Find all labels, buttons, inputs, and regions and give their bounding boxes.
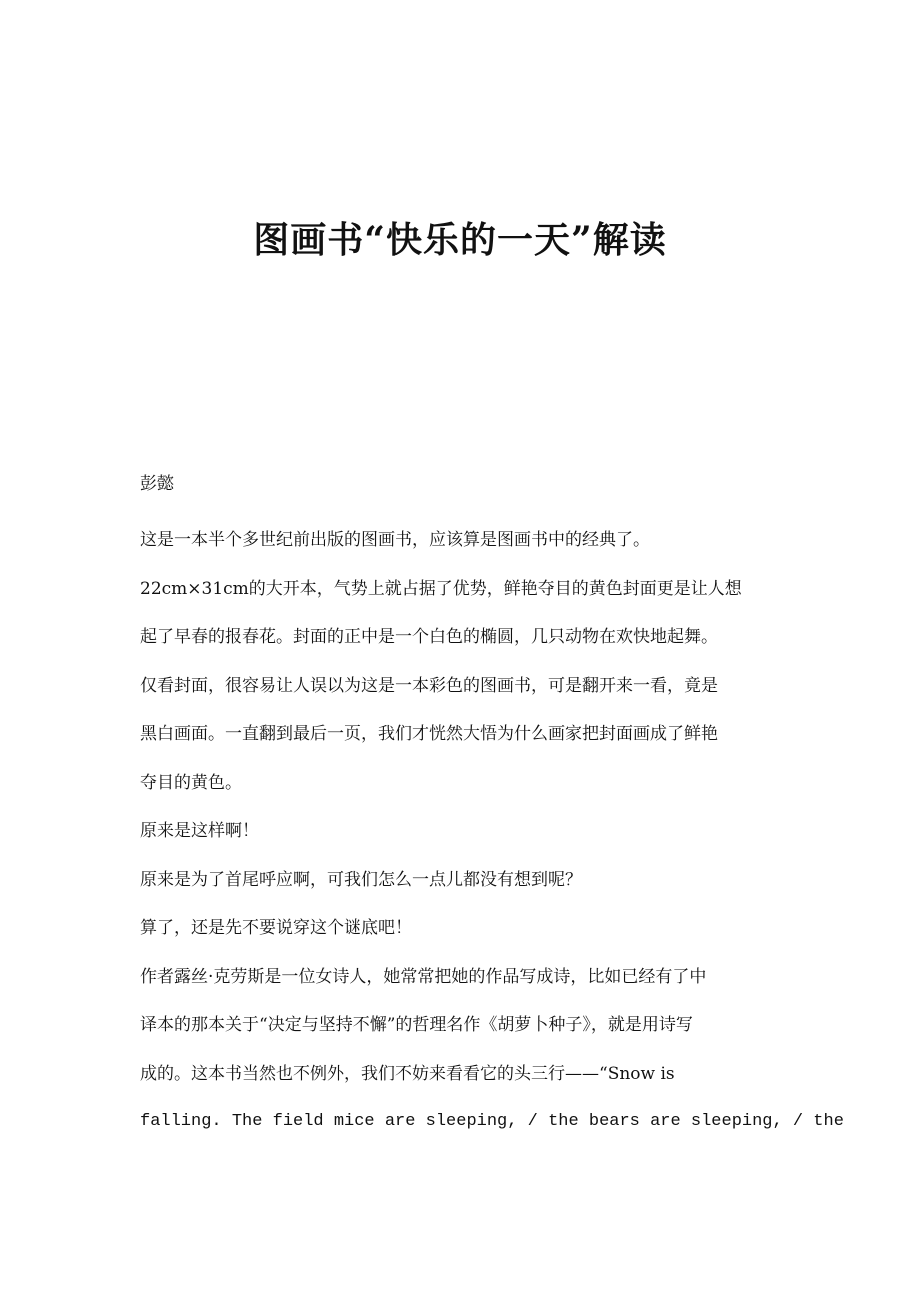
- body-line: 成的。这本书当然也不例外，我们不妨来看看它的头三行——“Snow is: [140, 1063, 675, 1084]
- body-line: 夺目的黄色。: [140, 772, 242, 793]
- body-line: 22cm×31cm的大开本，气势上就占据了优势，鲜艳夺目的黄色封面更是让人想: [140, 578, 742, 599]
- document-title: 图画书“快乐的一天”解读: [253, 219, 667, 261]
- body-line: 原来是这样啊！: [140, 821, 259, 841]
- body-line: 译本的那本关于“决定与坚持不懈”的哲理名作《胡萝卜种子》，就是用诗写: [140, 1015, 693, 1035]
- body-line: 起了早春的报春花。封面的正中是一个白色的椭圆，几只动物在欢快地起舞。: [140, 627, 718, 647]
- body-line: falling. The field mice are sleeping, / the bears are sleeping, / the: [140, 1112, 844, 1131]
- document-body: [140, 522, 844, 1153]
- body-line: 原来是为了首尾呼应啊，可我们怎么一点儿都没有想到呢？: [140, 869, 582, 890]
- body-line: 仅看封面，很容易让人误以为这是一本彩色的图画书，可是翻开来一看，竟是: [140, 675, 718, 696]
- author-name: 彭懿: [140, 474, 174, 494]
- body-line: 黑白画面。一直翻到最后一页，我们才恍然大悟为什么画家把封面画成了鲜艳: [140, 724, 718, 744]
- body-line: 算了，还是先不要说穿这个谜底吧！: [140, 918, 412, 938]
- body-line: 作者露丝·克劳斯是一位女诗人，她常常把她的作品写成诗，比如已经有了中: [140, 966, 707, 987]
- body-line: 这是一本半个多世纪前出版的图画书，应该算是图画书中的经典了。: [140, 530, 650, 550]
